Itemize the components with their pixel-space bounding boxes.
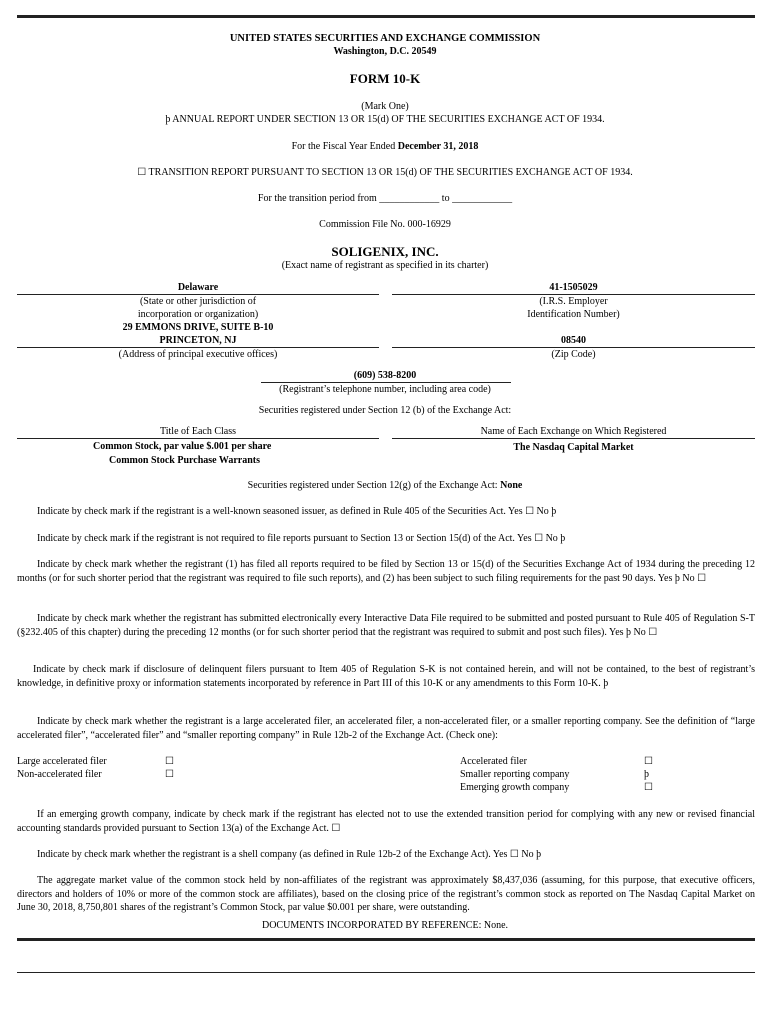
non-accelerated-filer-label: Non-accelerated filer — [17, 769, 102, 780]
annual-report-line: þ ANNUAL REPORT UNDER SECTION 13 OR 15(d) OF THE SECURITIES EXCHANGE ACT OF 1934. — [165, 114, 605, 125]
state-of-incorporation: Delaware — [177, 282, 219, 293]
filer-type-paragraph: Indicate by check mark whether the registrant is a large accelerated filer, an accelerated filer, a non-accelerated filer, or a smaller reporting company. See the definition of “large accelerated filer”, “accelerated filer” and “smaller reporting company” in Rule 12b-2 of the Exchange Act. (Check one): — [17, 716, 755, 741]
section-12b-heading: Securities registered under Section 12 (b) of the Exchange Act: — [258, 405, 512, 416]
not-required-paragraph: Indicate by check mark if the registrant is not required to file reports pursuant to Section 13 or Section 15(d) of the Act. Yes ☐ No þ — [37, 533, 566, 544]
state-caption-1: (State or other jurisdiction of — [139, 296, 257, 307]
transition-period-line: For the transition period from ____________ to ____________ — [257, 193, 513, 204]
seasoned-issuer-paragraph: Indicate by check mark if the registrant is a well-known seasoned issuer, as defined in Rule 405 of the Securities Act. Yes ☐ No þ — [37, 506, 557, 517]
address-line-2: PRINCETON, NJ — [159, 335, 237, 346]
market-value-paragraph: The aggregate market value of the common stock held by non-affiliates of the registrant was approximately $8,437,036 (assuming, for this purpose, that executive officers, directors and holders of 10% or more of the common stock are affiliates), based on the closing price of the registrant’s common stock as reported on The Nasdaq Capital Market on June 30, 2018, 8,750,801 shares of the registrant’s Common Stock, par value $0.001 per share, were outstanding. — [17, 875, 755, 913]
emerging-growth-paragraph: If an emerging growth company, indicate by check mark if the registrant has elected not to use the extended transition period for complying with any new or revised financial accounting standards provided pursuant to Section 13(a) of the Exchange Act. ☐ — [17, 809, 755, 834]
exchange-header-underline — [392, 438, 755, 439]
smaller-reporting-company-checkbox[interactable]: þ — [644, 769, 649, 780]
mark-one: (Mark One) — [361, 101, 409, 112]
shell-company-paragraph: Indicate by check mark whether the registrant is a shell company (as defined in Rule 12b-2 of the Exchange Act). Yes ☐ No þ — [37, 849, 542, 860]
commission-file-line: Commission File No. 000-16929 — [319, 219, 451, 230]
accelerated-filer-label: Accelerated filer — [460, 756, 527, 767]
top-rule — [17, 15, 755, 18]
bottom-rule-thick — [17, 938, 755, 941]
non-accelerated-filer-checkbox[interactable]: ☐ — [165, 769, 174, 780]
exchange-header: Name of Each Exchange on Which Registered — [480, 426, 667, 437]
bottom-rule-thin — [17, 972, 755, 973]
accelerated-filer-checkbox[interactable]: ☐ — [644, 756, 653, 767]
agency-title: UNITED STATES SECURITIES AND EXCHANGE COMMISSION — [229, 33, 541, 44]
title-header-underline — [17, 438, 379, 439]
documents-incorporated: DOCUMENTS INCORPORATED BY REFERENCE: None. — [261, 920, 509, 931]
fiscal-year-date: December 31, 2018 — [397, 141, 479, 152]
zip-code: 08540 — [561, 335, 586, 346]
exchange-nasdaq: The Nasdaq Capital Market — [513, 442, 634, 453]
phone-caption: (Registrant’s telephone number, including area code) — [279, 384, 491, 395]
section-12g-prefix: Securities registered under Section 12(g) of the Exchange Act: — [247, 480, 501, 491]
address-caption: (Address of principal executive offices) — [118, 349, 278, 360]
irs-number: 41-1505029 — [549, 282, 598, 293]
section-12g-value: None — [500, 480, 523, 491]
class-warrants: Common Stock Purchase Warrants — [109, 455, 261, 466]
large-accelerated-filer-checkbox[interactable]: ☐ — [165, 756, 174, 767]
transition-report-line: ☐ TRANSITION REPORT PURSUANT TO SECTION 13 OR 15(d) OF THE SECURITIES EXCHANGE ACT OF 1934. — [137, 167, 633, 178]
fiscal-year-line — [0, 141, 770, 152]
zip-caption: (Zip Code) — [551, 349, 596, 360]
emerging-growth-company-label: Emerging growth company — [460, 782, 570, 793]
agency-address: Washington, D.C. 20549 — [333, 46, 437, 57]
section-12g-line — [0, 480, 770, 491]
emerging-growth-company-checkbox[interactable]: ☐ — [644, 782, 653, 793]
class-common-stock: Common Stock, par value $.001 per share — [93, 441, 272, 452]
registrant-name-caption: (Exact name of registrant as specified in its charter) — [281, 260, 489, 271]
registrant-name: SOLIGENIX, INC. — [331, 244, 439, 259]
large-accelerated-filer-label: Large accelerated filer — [17, 756, 107, 767]
fiscal-year-prefix: For the Fiscal Year Ended — [291, 141, 398, 152]
state-caption-2: incorporation or organization) — [137, 309, 259, 320]
smaller-reporting-company-label: Smaller reporting company — [460, 769, 570, 780]
irs-caption-2: Identification Number) — [527, 309, 620, 320]
address-line-1: 29 EMMONS DRIVE, SUITE B-10 — [122, 322, 274, 333]
phone-underline — [261, 382, 511, 383]
form-title: FORM 10-K — [349, 71, 421, 86]
title-of-class-header: Title of Each Class — [159, 426, 236, 437]
irs-caption-1: (I.R.S. Employer — [539, 296, 608, 307]
delinquent-filers-paragraph: Indicate by check mark if disclosure of delinquent filers pursuant to Item 405 of Regulation S-K is not contained herein, and will not be contained, to the best of registrant’s knowledge, in definitive proxy or information statements incorporated by reference in Part III of this 10-K or any amendments to this Form 10-K. þ — [17, 664, 755, 689]
filed-all-reports-paragraph: Indicate by check mark whether the registrant (1) has filed all reports required to be filed by Section 13 or 15(d) of the Securities Exchange Act of 1934 during the preceding 12 months (or for such shorter period that the registrant was required to file such reports), and (2) has been subject to such filing requirements for the past 90 days. Yes þ No ☐ — [17, 559, 755, 584]
interactive-data-paragraph: Indicate by check mark whether the registrant has submitted electronically every Interactive Data File required to be submitted and posted pursuant to Rule 405 of Regulation S-T (§232.405 of this chapter) during the preceding 12 months (or for such shorter period that the registrant was required to submit and post such files). Yes þ No ☐ — [17, 613, 755, 638]
phone-number: (609) 538-8200 — [353, 370, 417, 381]
